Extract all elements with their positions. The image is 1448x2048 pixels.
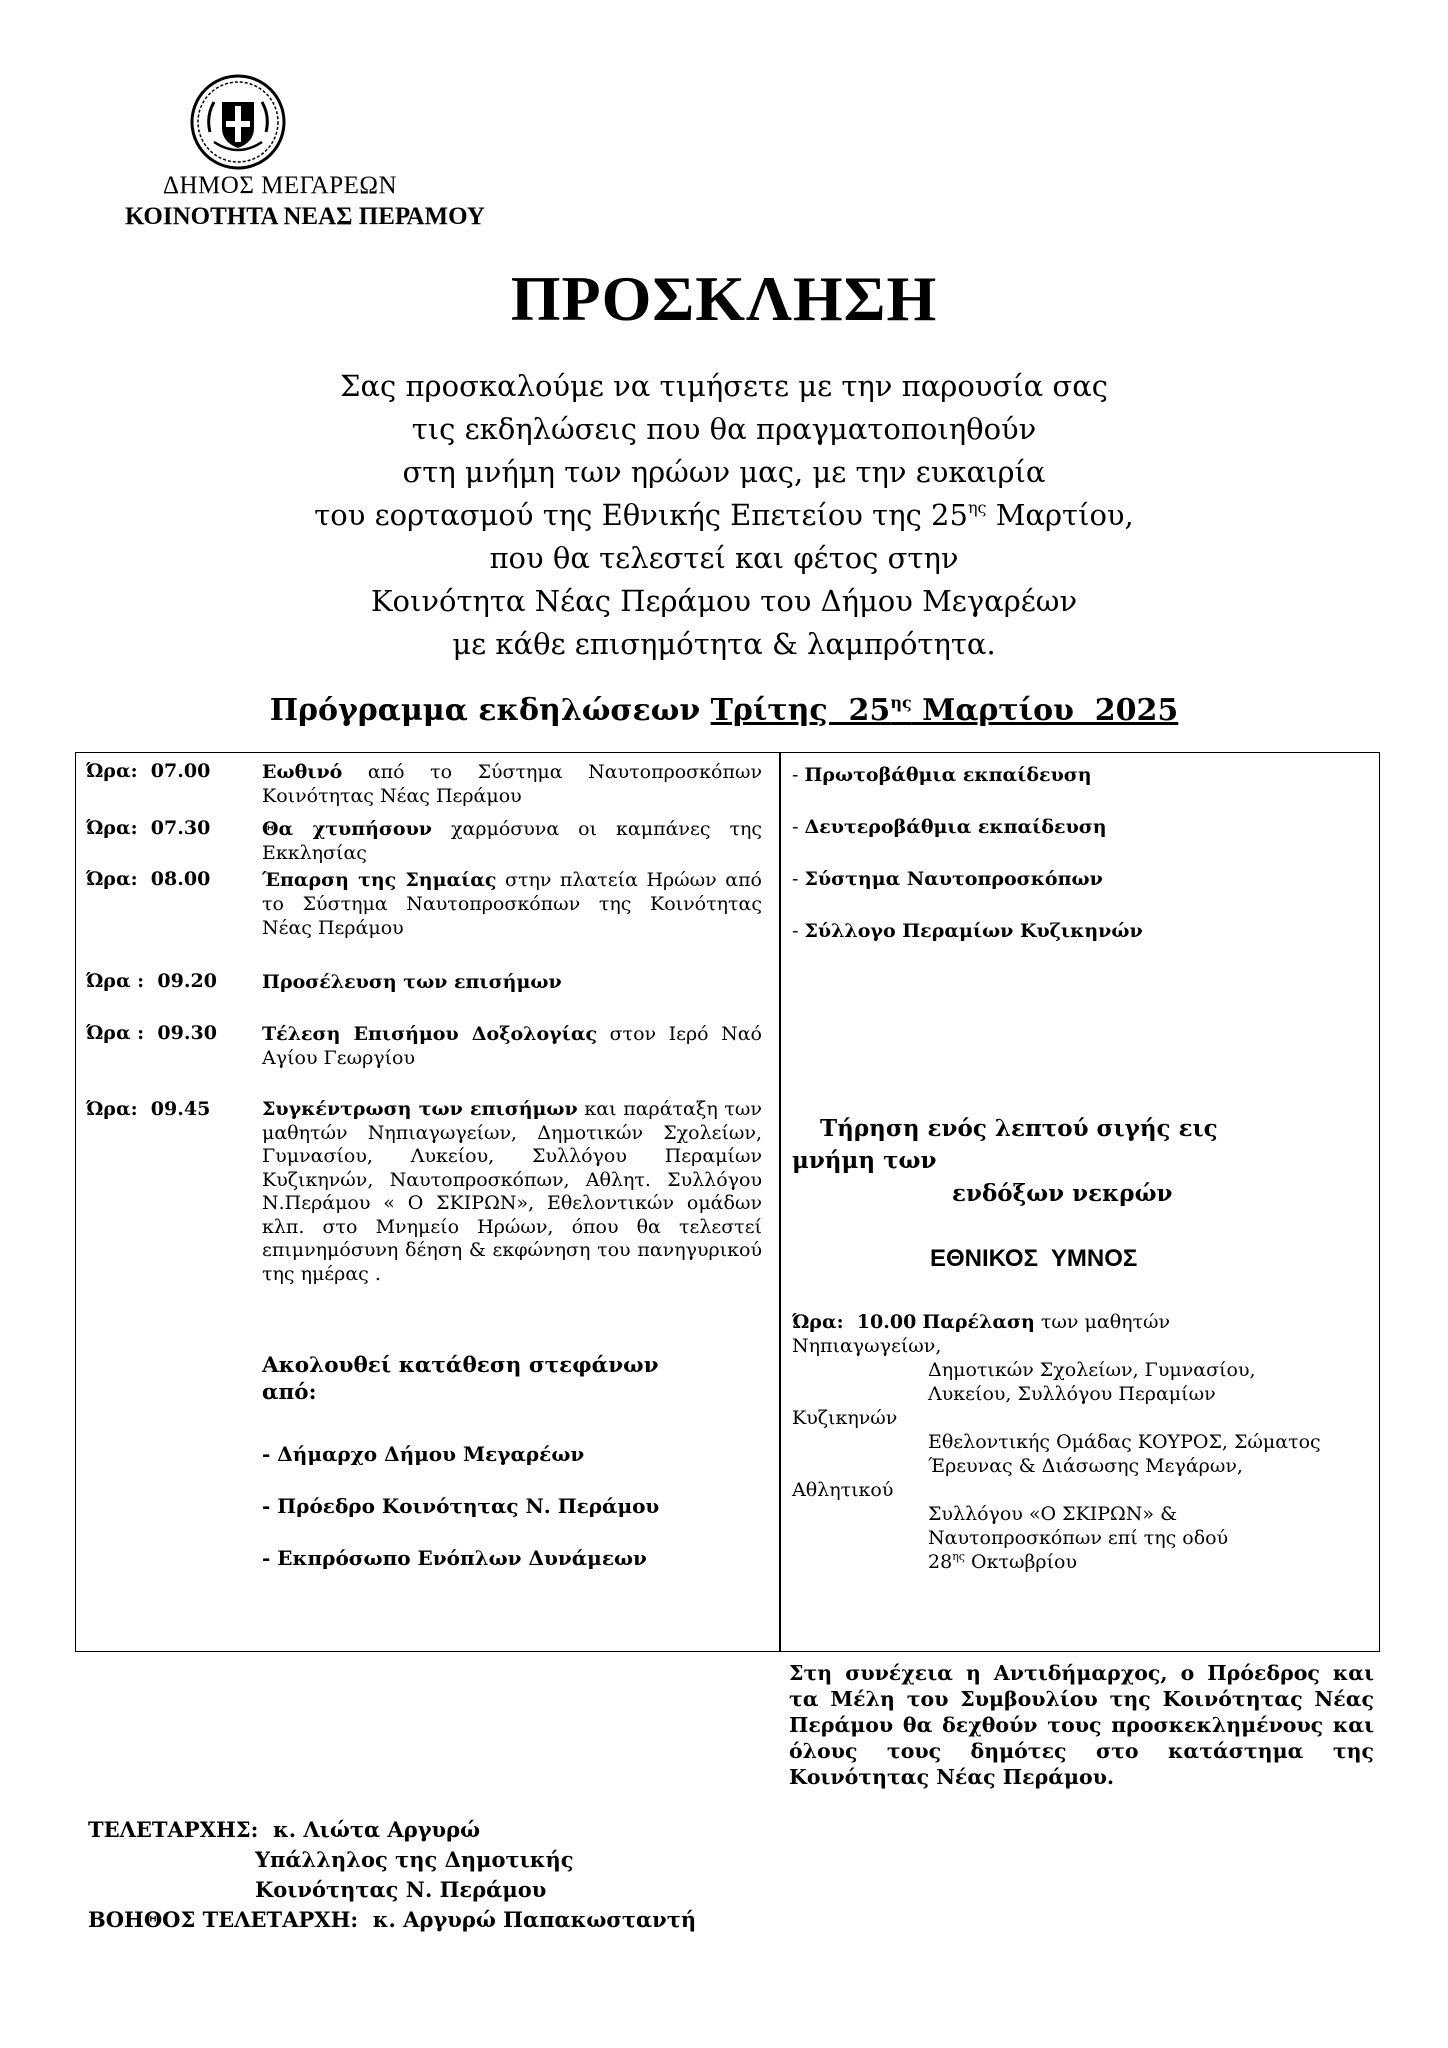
time-label: Ώρα: 08.00	[86, 868, 211, 890]
participant-item: - Σύστημα Ναυτοπροσκόπων	[792, 868, 1103, 890]
time-label: Ώρα : 09.30	[86, 1022, 217, 1044]
invitation-text	[0, 365, 1448, 666]
wreath-item: - Εκπρόσωπο Ενόπλων Δυνάμεων	[262, 1546, 647, 1570]
time-label: Ώρα : 09.20	[86, 970, 217, 992]
time-label: Ώρα: 07.30	[86, 817, 211, 839]
signature-line: ΤΕΛΕΤΑΡΧΗΣ: κ. Λιώτα Αργυρώ	[88, 1817, 481, 1842]
intro-line: στη μνήμη των ηρώων μας, με την ευκαιρία	[402, 455, 1046, 489]
intro-line: Κοινότητα Νέας Περάμου του Δήμου Μεγαρέων	[370, 584, 1078, 618]
intro-line: που θα τελεστεί και φέτος στην	[489, 541, 959, 575]
municipality-name: ΔΗΜΟΣ ΜΕΓΑΡΕΩΝ	[162, 172, 398, 199]
schedule-entry: Έπαρση της Σημαίας στην πλατεία Ηρώων από το Σύστημα Ναυτοπροσκόπων της Κοινότητας Νέας Περάμου	[262, 869, 762, 939]
schedule-entry: Συγκέντρωση των επισήμων και παράταξη των μαθητών Νηπιαγωγείων, Δημοτικών Σχολείων, Γυμνασίου, Λυκείου, Συλλόγου Περαμίων Κυζικηνών, Ναυτοπροσκόπων, Αθλητ. Συλλόγου Ν.Περάμου « Ο ΣΚΙΡΩΝ», Εθελοντικών ομάδων κλπ. στο Μνημείο Ηρώων, όπου θα τελεστεί επιμνημόσυνη δέηση & εκφώνηση του πανηγυρικού της ημέρας .	[262, 1098, 762, 1285]
schedule-entry: Προσέλευση των επισήμων	[262, 971, 562, 993]
intro-line: τις εκδηλώσεις που θα πραγματοποιηθούν	[411, 412, 1037, 446]
anthem-heading: ΕΘΝΙΚΟΣ ΥΜΝΟΣ	[930, 1245, 1138, 1272]
schedule-entry: Θα χτυπήσουν χαρμόσυνα οι καμπάνες της Εκκλησίας	[262, 818, 762, 864]
silence-line: ενδόξων νεκρών	[952, 1180, 1173, 1207]
page-title: ΠΡΟΣΚΛΗΣΗ	[510, 263, 938, 334]
parade-block: Ώρα: 10.00 Παρέλαση των μαθητών Νηπιαγωγείων, Δημοτικών Σχολείων, Γυμνασίου, Λυκείου, Συλλόγου Περαμίων Κυζικηνών Εθελοντικής Ομάδας ΚΟΥΡΟΣ, Σώματος Έρευνας & Διάσωσης Μεγάρων, Αθλητικού Συλλόγου «Ο ΣΚΙΡΩΝ» & Ναυτοπροσκόπων επί της οδού $28^{\eta\varsigma}$ Οκτωβρίου	[792, 1311, 1321, 1573]
greek-republic-emblem-icon	[188, 72, 288, 172]
intro-line: Σας προσκαλούμε να τιμήσετε με την παρουσία σας	[339, 369, 1109, 403]
silence-line: Τήρηση ενός λεπτού σιγής εις	[820, 1115, 1218, 1142]
closing-paragraph: Στη συνέχεια η Αντιδήμαρχος, ο Πρόεδρος και τα Μέλη του Συμβουλίου της Κοινότητας Νέας Περάμου θα δεχθούν τους προσκεκλημένους και όλους τους δημότες στο κατάστημα της Κοινότητας Νέας Περάμου.	[789, 1661, 1374, 1789]
signature-line: Κοινότητας Ν. Περάμου	[255, 1877, 547, 1902]
schedule-entry: Εωθινό από το Σύστημα Ναυτοπροσκόπων Κοινότητας Νέας Περάμου	[262, 761, 762, 807]
intro-line: του εορτασμού της Εθνικής Επετείου της $25^{\eta\varsigma}$ Μαρτίου,	[314, 498, 1134, 532]
wreath-item: - Πρόεδρο Κοινότητας Ν. Περάμου	[262, 1494, 660, 1518]
time-label: Ώρα: 07.00	[86, 760, 211, 782]
community-name: ΚΟΙΝΟΤΗΤΑ ΝΕΑΣ ΠΕΡΑΜΟΥ	[125, 203, 485, 230]
wreath-item: - Δήμαρχο Δήμου Μεγαρέων	[262, 1442, 585, 1466]
wreaths-heading: Ακολουθεί κατάθεση στεφάνων από:	[262, 1353, 659, 1405]
signature-line: ΒΟΗΘΟΣ ΤΕΛΕΤΑΡΧΗ: κ. Αργυρώ Παπακωσταντή	[88, 1907, 697, 1932]
table-divider	[779, 752, 781, 1652]
signature-line: Υπάλληλος της Δημοτικής	[255, 1847, 574, 1872]
silence-line: μνήμη των	[792, 1147, 937, 1174]
program-heading: Πρόγραμμα εκδηλώσεων Τρίτης $25^{\eta\varsigma}$ Μαρτίου 2025	[269, 693, 1179, 728]
participant-item: - Πρωτοβάθμια εκπαίδευση	[792, 764, 1092, 786]
schedule-entry: Τέλεση Επισήμου Δοξολογίας στον Ιερό Ναό Αγίου Γεωργίου	[262, 1023, 762, 1069]
time-label: Ώρα: 09.45	[86, 1098, 211, 1120]
intro-line: με κάθε επισημότητα & λαμπρότητα.	[452, 627, 996, 661]
participant-item: - Δευτεροβάθμια εκπαίδευση	[792, 816, 1107, 838]
participant-item: - Σύλλογο Περαμίων Κυζικηνών	[792, 920, 1143, 942]
